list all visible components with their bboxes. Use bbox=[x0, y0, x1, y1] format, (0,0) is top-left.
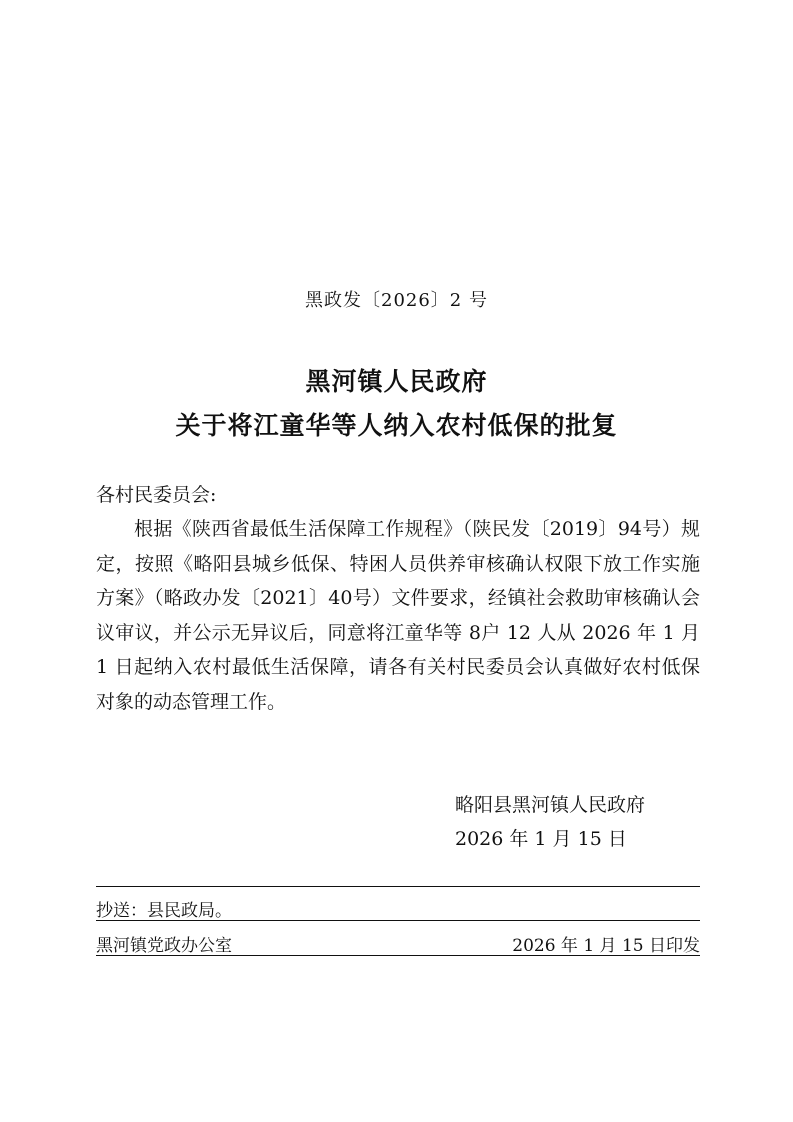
document-number: 黑政发〔2026〕2 号 bbox=[305, 290, 488, 311]
print-date: 2026 年 1 月 15 日印发 bbox=[512, 936, 700, 956]
signature-date: 2026 年 1 月 15 日 bbox=[455, 828, 627, 850]
document-title-line-1: 黑河镇人民政府 bbox=[305, 367, 488, 396]
footer-middle-rule bbox=[96, 920, 700, 921]
salutation: 各村民委员会: bbox=[96, 484, 217, 506]
footer-bottom-rule bbox=[96, 955, 700, 956]
issuing-office: 黑河镇党政办公室 bbox=[96, 936, 232, 956]
signature-organization: 略阳县黑河镇人民政府 bbox=[455, 794, 646, 816]
body-paragraph: 根据《陕西省最低生活保障工作规程》（陕民发〔2019〕94号）规定，按照《略阳县城乡低保、特困人员供养审核确认权限下放工作实施方案》（略政办发〔2021〕40号）文件要求，经镇社会救助审核确认会议审议，并公示无异议后，同意将江童华等 8户 12 人从 2026 年 1 月 1 日起纳入农村最低生活保障，请各有关村民委员会认真做好农村低保对象的动态管理工作。 bbox=[96, 518, 700, 713]
cc-line: 抄送：县民政局。 bbox=[96, 901, 232, 921]
footer-top-rule bbox=[96, 886, 700, 887]
document-title-line-2: 关于将江童华等人纳入农村低保的批复 bbox=[175, 411, 618, 440]
